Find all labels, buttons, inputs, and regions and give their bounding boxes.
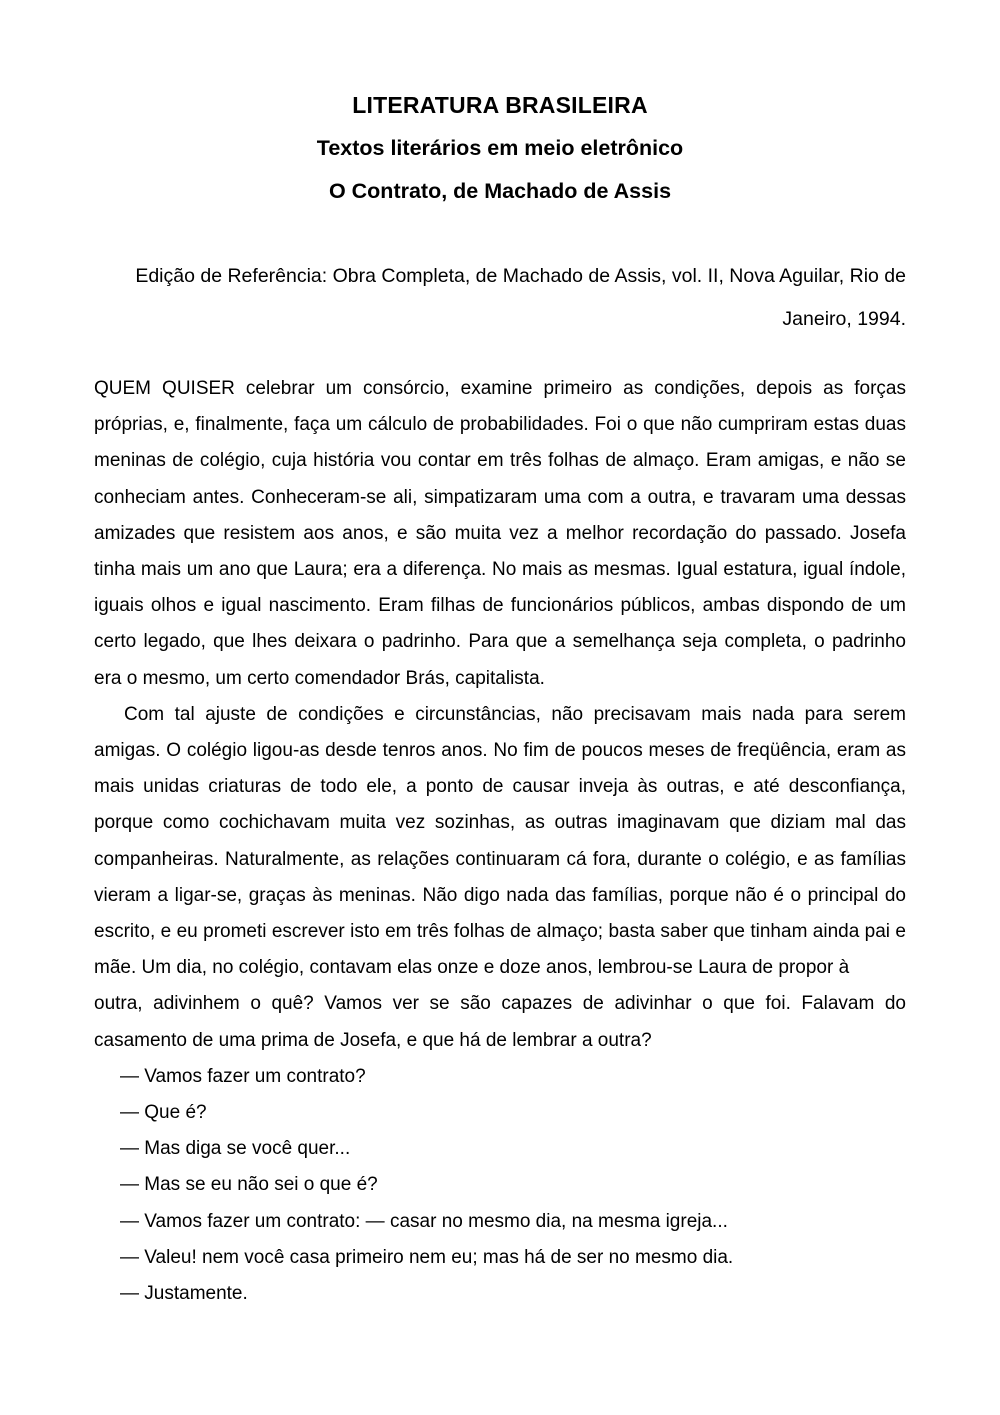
body-text-block bbox=[94, 371, 906, 1059]
body-paragraph: QUEM QUISER celebrar um consórcio, examine primeiro as condições, depois as forças próprias, e, finalmente, faça um cálculo de probabilidades. Foi o que não cumpriram estas duas meninas de colégio, cuja história vou contar em três folhas de almaço. Eram amigas, e não se conheciam antes. Conheceram-se ali, simpatizaram uma com a outra, e travaram uma dessas amizades que resistem aos anos, e são muita vez a melhor recordação do passado. Josefa tinha mais um ano que Laura; era a diferença. No mais as mesmas. Igual estatura, igual índole, iguais olhos e igual nascimento. Eram filhas de funcionários públicos, ambas dispondo de um certo legado, que lhes deixara o padrinho. Para que a semelhança seja completa, o padrinho era o mesmo, um certo comendador Brás, capitalista. bbox=[94, 378, 906, 689]
dialogue-line: — Que é? bbox=[120, 1102, 207, 1124]
reference-edition-block bbox=[94, 255, 906, 341]
body-paragraph: Com tal ajuste de condições e circunstâncias, não precisavam mais nada para serem amigas. O colégio ligou-as desde tenros anos. No fim de poucos meses de freqüência, eram as mais unidas criaturas de todo ele, a ponto de causar inveja às outras, e até desconfiança, porque como cochichavam muita vez sozinhas, as outras imaginavam que diziam mal das companheiras. Naturalmente, as relações continuaram cá fora, durante o colégio, e as famílias vieram a ligar-se, graças às meninas. Não digo nada das famílias, porque não é o principal do escrito, e eu prometi escrever isto em três folhas de almaço; basta saber que tinham ainda pai e mãe. Um dia, no colégio, contavam elas onze e doze anos, lembrou-se Laura de propor à bbox=[94, 703, 906, 979]
document-title-secondary: Textos literários em meio eletrônico bbox=[316, 136, 684, 160]
document-content bbox=[94, 0, 906, 1312]
document-title-primary: LITERATURA BRASILEIRA bbox=[352, 92, 648, 118]
dialogue-block bbox=[94, 1059, 906, 1312]
dialogue-line: — Mas se eu não sei o que é? bbox=[120, 1174, 378, 1196]
dialogue-line: — Vamos fazer um contrato: — casar no mesmo dia, na mesma igreja... bbox=[120, 1210, 728, 1232]
dialogue-line: — Valeu! nem você casa primeiro nem eu; mas há de ser no mesmo dia. bbox=[120, 1246, 734, 1268]
body-paragraph: outra, adivinhem o quê? Vamos ver se são capazes de adivinhar o que foi. Falavam do casamento de uma prima de Josefa, e que há de lembrar a outra? bbox=[94, 993, 906, 1051]
title-block bbox=[94, 0, 906, 213]
document-title-work: O Contrato, de Machado de Assis bbox=[328, 179, 672, 203]
dialogue-line: — Vamos fazer um contrato? bbox=[120, 1065, 366, 1087]
dialogue-line: — Mas diga se você quer... bbox=[120, 1138, 351, 1160]
dialogue-line: — Justamente. bbox=[120, 1283, 248, 1305]
reference-edition-text: Edição de Referência: Obra Completa, de Machado de Assis, vol. II, Nova Aguilar, Rio de Janeiro, 1994. bbox=[135, 265, 906, 330]
